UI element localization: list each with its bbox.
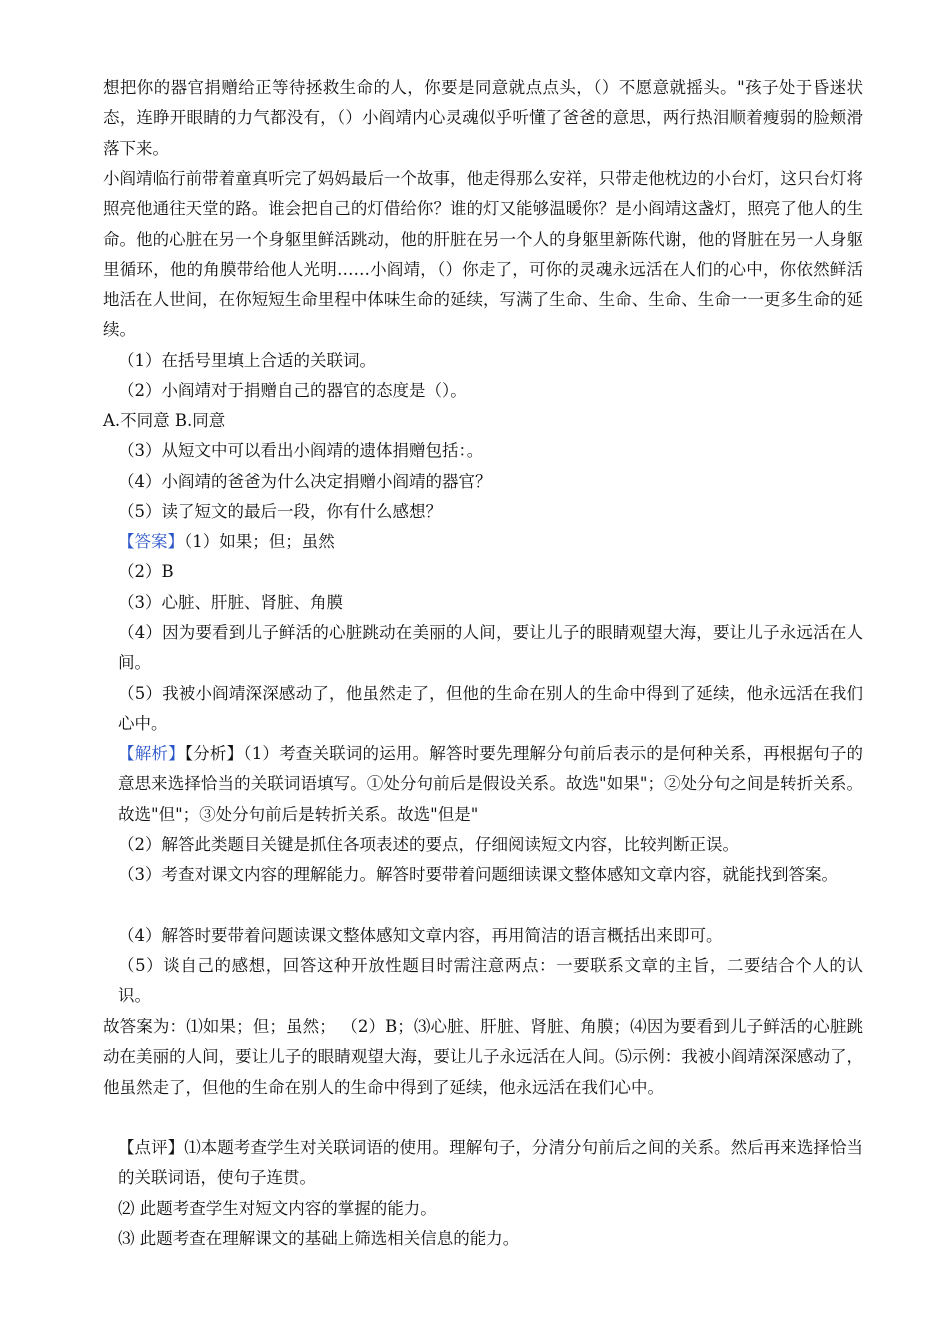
comment-2: ⑵ 此题考查学生对短文内容的掌握的能力。 bbox=[118, 1199, 437, 1218]
analysis-2: （2）解答此类题目关键是抓住各项表述的要点，仔细阅读短文内容，比较判断正误。 bbox=[118, 835, 739, 854]
analysis-1 bbox=[118, 739, 863, 830]
question-3: （3）从短文中可以看出小阎靖的遗体捐赠包括：。 bbox=[118, 441, 484, 460]
answer-tag: 【答案】 bbox=[118, 532, 184, 551]
answer-2: （2）B bbox=[118, 562, 174, 581]
comment-1: 【点评】⑴本题考查学生对关联词语的使用。理解句子，分清分句前后之间的关系。然后再来选择恰当的关联词语，使句子连贯。 bbox=[118, 1138, 863, 1188]
analysis-3: （3）考查对课文内容的理解能力。解答时要带着问题细读课文整体感知文章内容，就能找到答案。 bbox=[118, 865, 838, 884]
question-2-options: A.不同意 B.同意 bbox=[103, 411, 226, 430]
question-1: （1）在括号里填上合适的关联词。 bbox=[118, 351, 376, 370]
question-2: （2）小阎靖对于捐赠自己的器官的态度是（）。 bbox=[118, 381, 467, 400]
analysis-1-text: 【分析】（1）考查关联词的运用。解答时要先理解分句前后表示的是何种关系，再根据句子的意思来选择恰当的关联词语填写。①处分句前后是假设关系。故选"如果"；②处分句之间是转折关系。故选"但"；③处分句前后是转折关系。故选"但是" bbox=[118, 744, 864, 824]
answer-4: （4）因为要看到儿子鲜活的心脏跳动在美丽的人间，要让儿子的眼睛观望大海，要让儿子永远活在人间。 bbox=[118, 623, 863, 673]
analysis-summary: 故答案为：⑴如果；但；虽然； （2）B；⑶心脏、肝脏、肾脏、角膜；⑷因为要看到儿子鲜活的心脏跳动在美丽的人间，要让儿子的眼睛观望大海，要让儿子永远活在人间。⑸示例：我被小阎靖深深感动了，他虽然走了，但他的生命在别人的生命中得到了延续，他永远活在我们心中。 bbox=[103, 1017, 863, 1097]
question-5: （5）读了短文的最后一段，你有什么感想？ bbox=[118, 502, 442, 521]
analysis-4: （4）解答时要带着问题读课文整体感知文章内容，再用简洁的语言概括出来即可。 bbox=[118, 926, 723, 945]
answer-5: （5）我被小阎靖深深感动了，他虽然走了，但他的生命在别人的生命中得到了延续，他永远活在我们心中。 bbox=[118, 684, 863, 734]
comment-3: ⑶ 此题考查在理解课文的基础上筛选相关信息的能力。 bbox=[118, 1229, 520, 1248]
answer-1-text: （1）如果；但；虽然 bbox=[184, 532, 335, 551]
question-4: （4）小阎靖的爸爸为什么决定捐赠小阎靖的器官？ bbox=[118, 472, 492, 491]
passage-paragraph-1: 想把你的器官捐赠给正等待拯救生命的人，你要是同意就点点头，（）不愿意就摇头。"孩子处于昏迷状态，连睁开眼睛的力气都没有，（）小阎靖内心灵魂似乎听懂了爸爸的意思，两行热泪顺着瘦弱的脸颊滑落下来。 bbox=[103, 78, 863, 158]
answer-3: （3）心脏、肝脏、肾脏、角膜 bbox=[118, 593, 343, 612]
answer-1 bbox=[118, 527, 863, 557]
passage-paragraph-2: 小阎靖临行前带着童真听完了妈妈最后一个故事，他走得那么安祥，只带走他枕边的小台灯，这只台灯将照亮他通往天堂的路。谁会把自己的灯借给你？谁的灯又能够温暖你？是小阎靖这盏灯，照亮了他人的生命。他的心脏在另一个身躯里鲜活跳动，他的肝脏在另一个人的身躯里新陈代谢，他的肾脏在另一人身躯里循环，他的角膜带给他人光明……小阎靖，（）你走了，可你的灵魂永远活在人们的心中，你依然鲜活地活在人世间，在你短短生命里程中体味生命的延续，写满了生命、生命、生命、生命一一更多生命的延续。 bbox=[103, 169, 863, 340]
analysis-5: （5）谈自己的感想，回答这种开放性题目时需注意两点：一要联系文章的主旨，二要结合个人的认识。 bbox=[118, 956, 863, 1006]
analysis-tag: 【解析】 bbox=[118, 744, 185, 763]
